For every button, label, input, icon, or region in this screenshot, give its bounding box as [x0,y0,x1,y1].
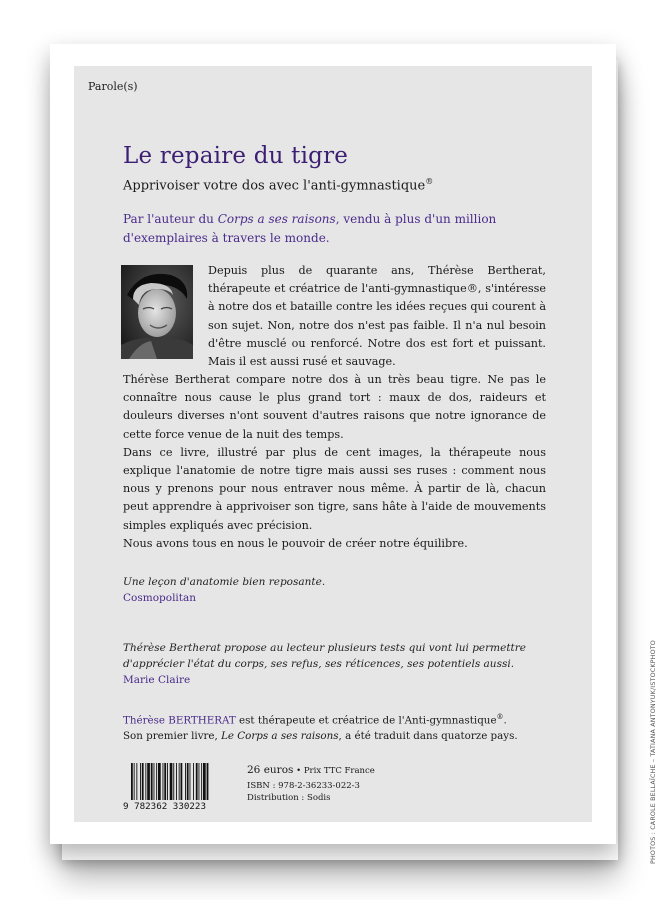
lead-book-title: Corps a ses raisons [217,212,336,226]
body-paragraph: Thérèse Bertherat compare notre dos à un très beau tigre. Ne pas le connaître nous cause le plus grand tort : maux de dos, raideurs et douleurs diverses n'ont souvent d'autres raisons que notre ignorance de cette force venue de la nuit des temps. [123,373,546,441]
bio-line-1 [123,709,563,728]
author-portrait-image [121,265,193,359]
distribution-text: Distribution : Sodis [247,793,331,803]
author-bio [123,709,563,744]
quote-text: Thérèse Bertherat propose au lecteur plusieurs tests qui vont lui permettre d'apprécier l'état du corps, ses refus, ses réticences, ses potentiels aussi. [123,642,526,670]
bio-line2-suffix: , a été traduit dans quatorze pays. [338,730,518,743]
press-quote-marie-claire [123,640,553,688]
bio-registered-mark: ® [496,713,504,721]
cover-panel [74,66,592,822]
quote-source: Cosmopolitan [123,592,197,604]
press-quote-cosmopolitan [123,574,553,606]
subtitle-text: Apprivoiser votre dos avec l'anti-gymnastique [123,178,426,194]
lead-suffix: , vendu à plus d'un million d'exemplaires à travers le monde. [123,212,497,245]
body-paragraph: Nous avons tous en nous le pouvoir de créer notre équilibre. [123,536,468,550]
book-meta [247,780,360,804]
bio-book-title: Le Corps a ses raisons [221,730,339,743]
price-note: • Prix TTC France [293,766,375,776]
isbn-text: ISBN : 978-2-36233-022-3 [247,781,360,791]
price-amount: 26 euros [247,764,294,776]
quote-source: Marie Claire [123,674,191,686]
price [247,764,375,776]
bio-line2-prefix: Son premier livre, [123,730,222,743]
bio-line-2 [123,728,563,744]
body-intro-paragraph: Depuis plus de quarante ans, Thérèse Bertherat, thérapeute et créatrice de l'anti-gymnastique®, s'intéresse à notre dos et bataille contre les idées reçues qui courent à son sujet. Non, notre dos n'est pas faible. Il n'a nul besoin d'être musclé ou renforcé. Notre dos est fort et puissant. Mais il est aussi rusé et sauvage. [208,264,546,369]
bio-author-name: Thérèse BERTHERAT [123,714,236,727]
photo-credit: PHOTOS : CAROLE BELLAÏCHE – TATIANA ANTONYUK/ISTOCKPHOTO [650,640,657,864]
author-photo [121,265,193,359]
barcode-digits: 9 782362 330223 [123,801,206,811]
lead-prefix: Par l'auteur du [123,212,218,226]
isbn-barcode [123,763,235,811]
body-text [123,371,546,553]
book-back-cover [50,44,657,864]
book-title: Le repaire du tigre [123,143,349,169]
book-subtitle [123,177,433,193]
bio-text-end: . [503,714,507,727]
quote-text: Une leçon d'anatomie bien reposante. [123,576,326,588]
collection-name: Parole(s) [88,80,138,93]
subtitle-registered-mark: ® [425,177,434,186]
bio-text: est thérapeute et créatrice de l'Anti-gymnastique [235,714,497,727]
body-paragraph: Dans ce livre, illustré par plus de cent images, la thérapeute nous explique l'anatomie de notre tigre mais aussi ses ruses : comment nous nous y prenons pour nous entraver nous même. À partir de là, chacun peut apprendre à apprivoiser son tigre, sans hâte à l'aide de mouvements simples expliqués avec précision. [123,445,546,532]
lead-paragraph [123,210,543,248]
